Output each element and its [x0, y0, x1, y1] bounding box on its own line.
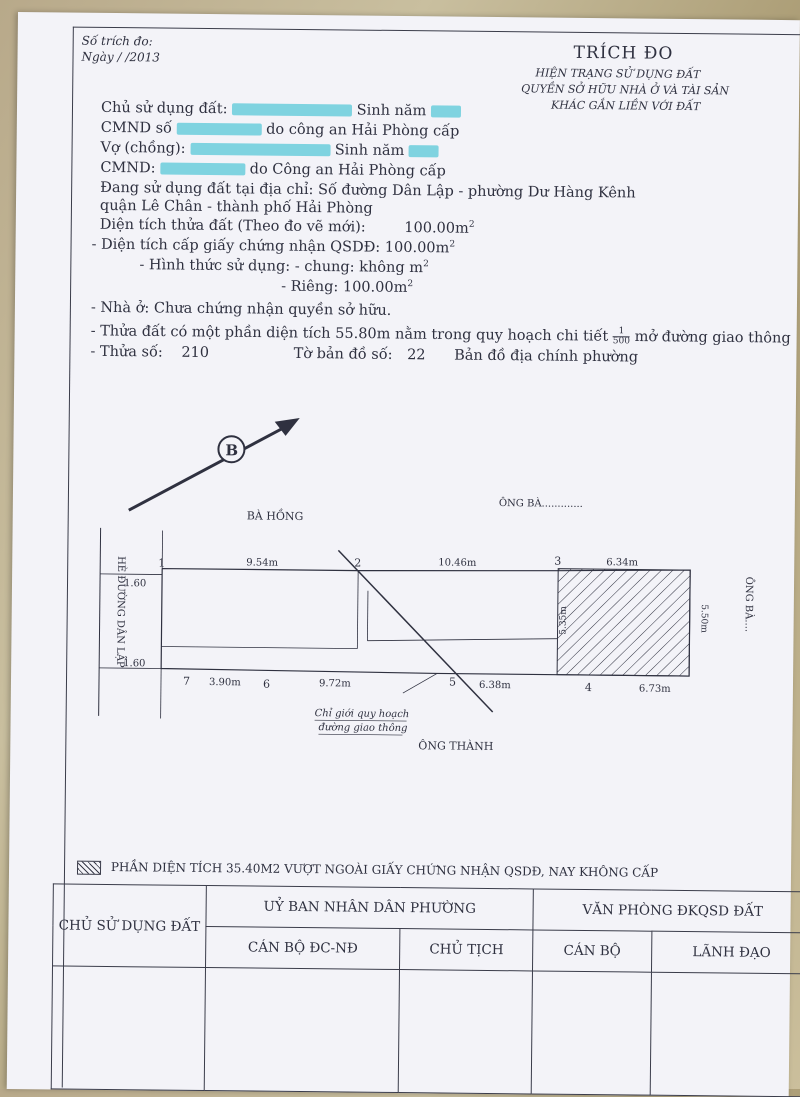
- dim-1-2: 9.54m: [246, 557, 278, 568]
- scale-fraction: $\frac{1}{500}$: [613, 327, 630, 346]
- subtitle-line-3: KHÁC GẮN LIỀN VỚI ĐẤT: [551, 99, 700, 114]
- cmnd-line-1: CMND số do công an Hải Phòng cấp: [101, 120, 460, 140]
- address-line-2: quận Lê Chân - thành phố Hải Phòng: [100, 198, 373, 217]
- land-parcel-diagram: [56, 397, 800, 765]
- sidewalk-width-bottom: 1.60: [123, 658, 145, 669]
- cmnd-line-2: CMND: do Công an Hải Phòng cấp: [100, 160, 446, 180]
- redacted-cmnd-1: [177, 123, 262, 136]
- subtitle-line-1: HIỆN TRẠNG SỬ DỤNG ĐẤT: [535, 66, 700, 81]
- redacted-owner-year: [431, 105, 461, 117]
- neighbor-ba-hong: BÀ HỒNG: [247, 507, 304, 523]
- dim-3-top: 6.34m: [606, 557, 638, 568]
- neighbor-ong-ba-right: ÔNG BÀ....: [743, 577, 756, 633]
- extract-number-label: Số trích đo:: [82, 34, 153, 49]
- street-edge: [99, 528, 101, 716]
- north-arrow-head: [275, 418, 300, 436]
- legend: PHẦN DIỆN TÍCH 35.40M2 VƯỢT NGOÀI GIẤY CHỨNG NHẬN QSDĐ, NAY KHÔNG CẤP: [77, 860, 658, 881]
- cert-area-line: - Diện tích cấp giấy chứng nhận QSDĐ: $100.00m^2$: [91, 236, 455, 257]
- redacted-spouse-year: [409, 145, 439, 157]
- sign-officer-dc: [204, 968, 400, 1093]
- sign-leader: [650, 972, 800, 1097]
- planning-boundary-line: [337, 550, 495, 712]
- planning-line: - Thửa đất có một phần diện tích 55.80m nằm trong quy hoạch chi tiết $\frac{1}{500}$ mở đường giao thông: [91, 322, 791, 348]
- planning-note-1: Chỉ giới quy hoạch: [315, 708, 410, 720]
- usage-common-line: - Hình thức sử dụng: - chung: không $m^2$: [139, 256, 429, 276]
- point-7: 7: [183, 675, 190, 688]
- date-label: Ngày / /2013: [81, 50, 160, 65]
- inner-boundary-2: [161, 647, 357, 649]
- hatch-legend-icon: [77, 860, 101, 874]
- dim-inner-height: 5.35m: [559, 606, 569, 635]
- sign-officer: [531, 971, 651, 1095]
- cell-officer: CÁN BỘ: [533, 930, 652, 972]
- dim-right-height: 5.50m: [699, 604, 709, 633]
- planning-note-underline-2: [318, 734, 402, 735]
- document-title: TRÍCH ĐO: [573, 43, 673, 64]
- area-line: Diện tích thửa đất (Theo đo vẽ mới): $100.00m^2$: [100, 216, 475, 237]
- dim-7-6: 3.90m: [209, 677, 241, 688]
- document-sheet: [7, 12, 800, 1097]
- inner-boundary-4: [367, 591, 368, 641]
- north-arrow-line: [129, 420, 295, 512]
- cell-ward: UỶ BAN NHÂN DÂN PHƯỜNG: [206, 886, 534, 930]
- excess-area-hatched: [557, 569, 690, 676]
- spouse-line: Vợ (chồng): Sinh năm: [100, 140, 439, 160]
- point-1: 1: [158, 556, 165, 569]
- north-marker-letter: B: [225, 441, 238, 459]
- cell-officer-dc: CÁN BỘ ĐC-NĐ: [206, 927, 401, 970]
- redacted-owner-name: [232, 103, 352, 116]
- planning-note-underline-1: [315, 720, 407, 721]
- address-line-1: Đang sử dụng đất tại địa chỉ: Số đường Dân Lập - phường Dư Hàng Kênh: [100, 180, 636, 202]
- parcel-line: - Thửa số: 210 Tờ bản đồ số: 22 Bản đồ địa chính phường: [90, 344, 638, 366]
- redacted-cmnd-2: [160, 162, 245, 175]
- dim-5-4: 6.38m: [479, 680, 511, 691]
- redacted-spouse-name: [190, 143, 330, 156]
- cell-leader: LÃNH ĐẠO: [651, 931, 800, 974]
- sign-owner: [51, 966, 205, 1091]
- owner-line: Chủ sử dụng đất: Sinh năm: [101, 100, 461, 120]
- pt7-tick: [161, 669, 162, 719]
- neighbor-ong-ba-top: ÔNG BÀ.............: [499, 497, 583, 510]
- subtitle-line-2: QUYỀN SỞ HỮU NHÀ Ở VÀ TÀI SẢN: [521, 82, 729, 97]
- inner-boundary-1: [357, 571, 358, 649]
- point-3: 3: [554, 555, 561, 568]
- document-page: [62, 27, 800, 1096]
- signature-table: [51, 883, 800, 1097]
- point-6: 6: [263, 678, 270, 691]
- cell-chairman: CHỦ TỊCH: [400, 929, 533, 971]
- sign-chairman: [399, 970, 533, 1094]
- point-2: 2: [354, 557, 361, 570]
- neighbor-ong-thanh: ÔNG THÀNH: [418, 738, 493, 753]
- dim-2-3: 10.46m: [438, 557, 477, 568]
- dim-6-5: 9.72m: [319, 678, 351, 689]
- sidewalk-top-line: [100, 574, 162, 575]
- dim-4-bottom: 6.73m: [639, 684, 671, 695]
- cell-office: VĂN PHÒNG ĐKQSD ĐẤT: [533, 889, 800, 933]
- inner-boundary-3: [367, 637, 557, 643]
- cell-owner: CHỦ SỬ DỤNG ĐẤT: [53, 884, 207, 968]
- planning-note-leader: [403, 673, 437, 693]
- point-4: 4: [585, 681, 592, 694]
- street-label: HÈ ĐƯỜNG DÂN LẬP: [114, 556, 127, 668]
- planning-note-2: đường giao thông: [318, 722, 407, 734]
- house-line: - Nhà ở: Chưa chứng nhận quyền sở hữu.: [91, 300, 392, 319]
- usage-private-line: - Riêng: $100.00m^2$: [281, 278, 413, 296]
- point-5: 5: [449, 676, 456, 689]
- sidewalk-width-top: 1.60: [124, 578, 146, 589]
